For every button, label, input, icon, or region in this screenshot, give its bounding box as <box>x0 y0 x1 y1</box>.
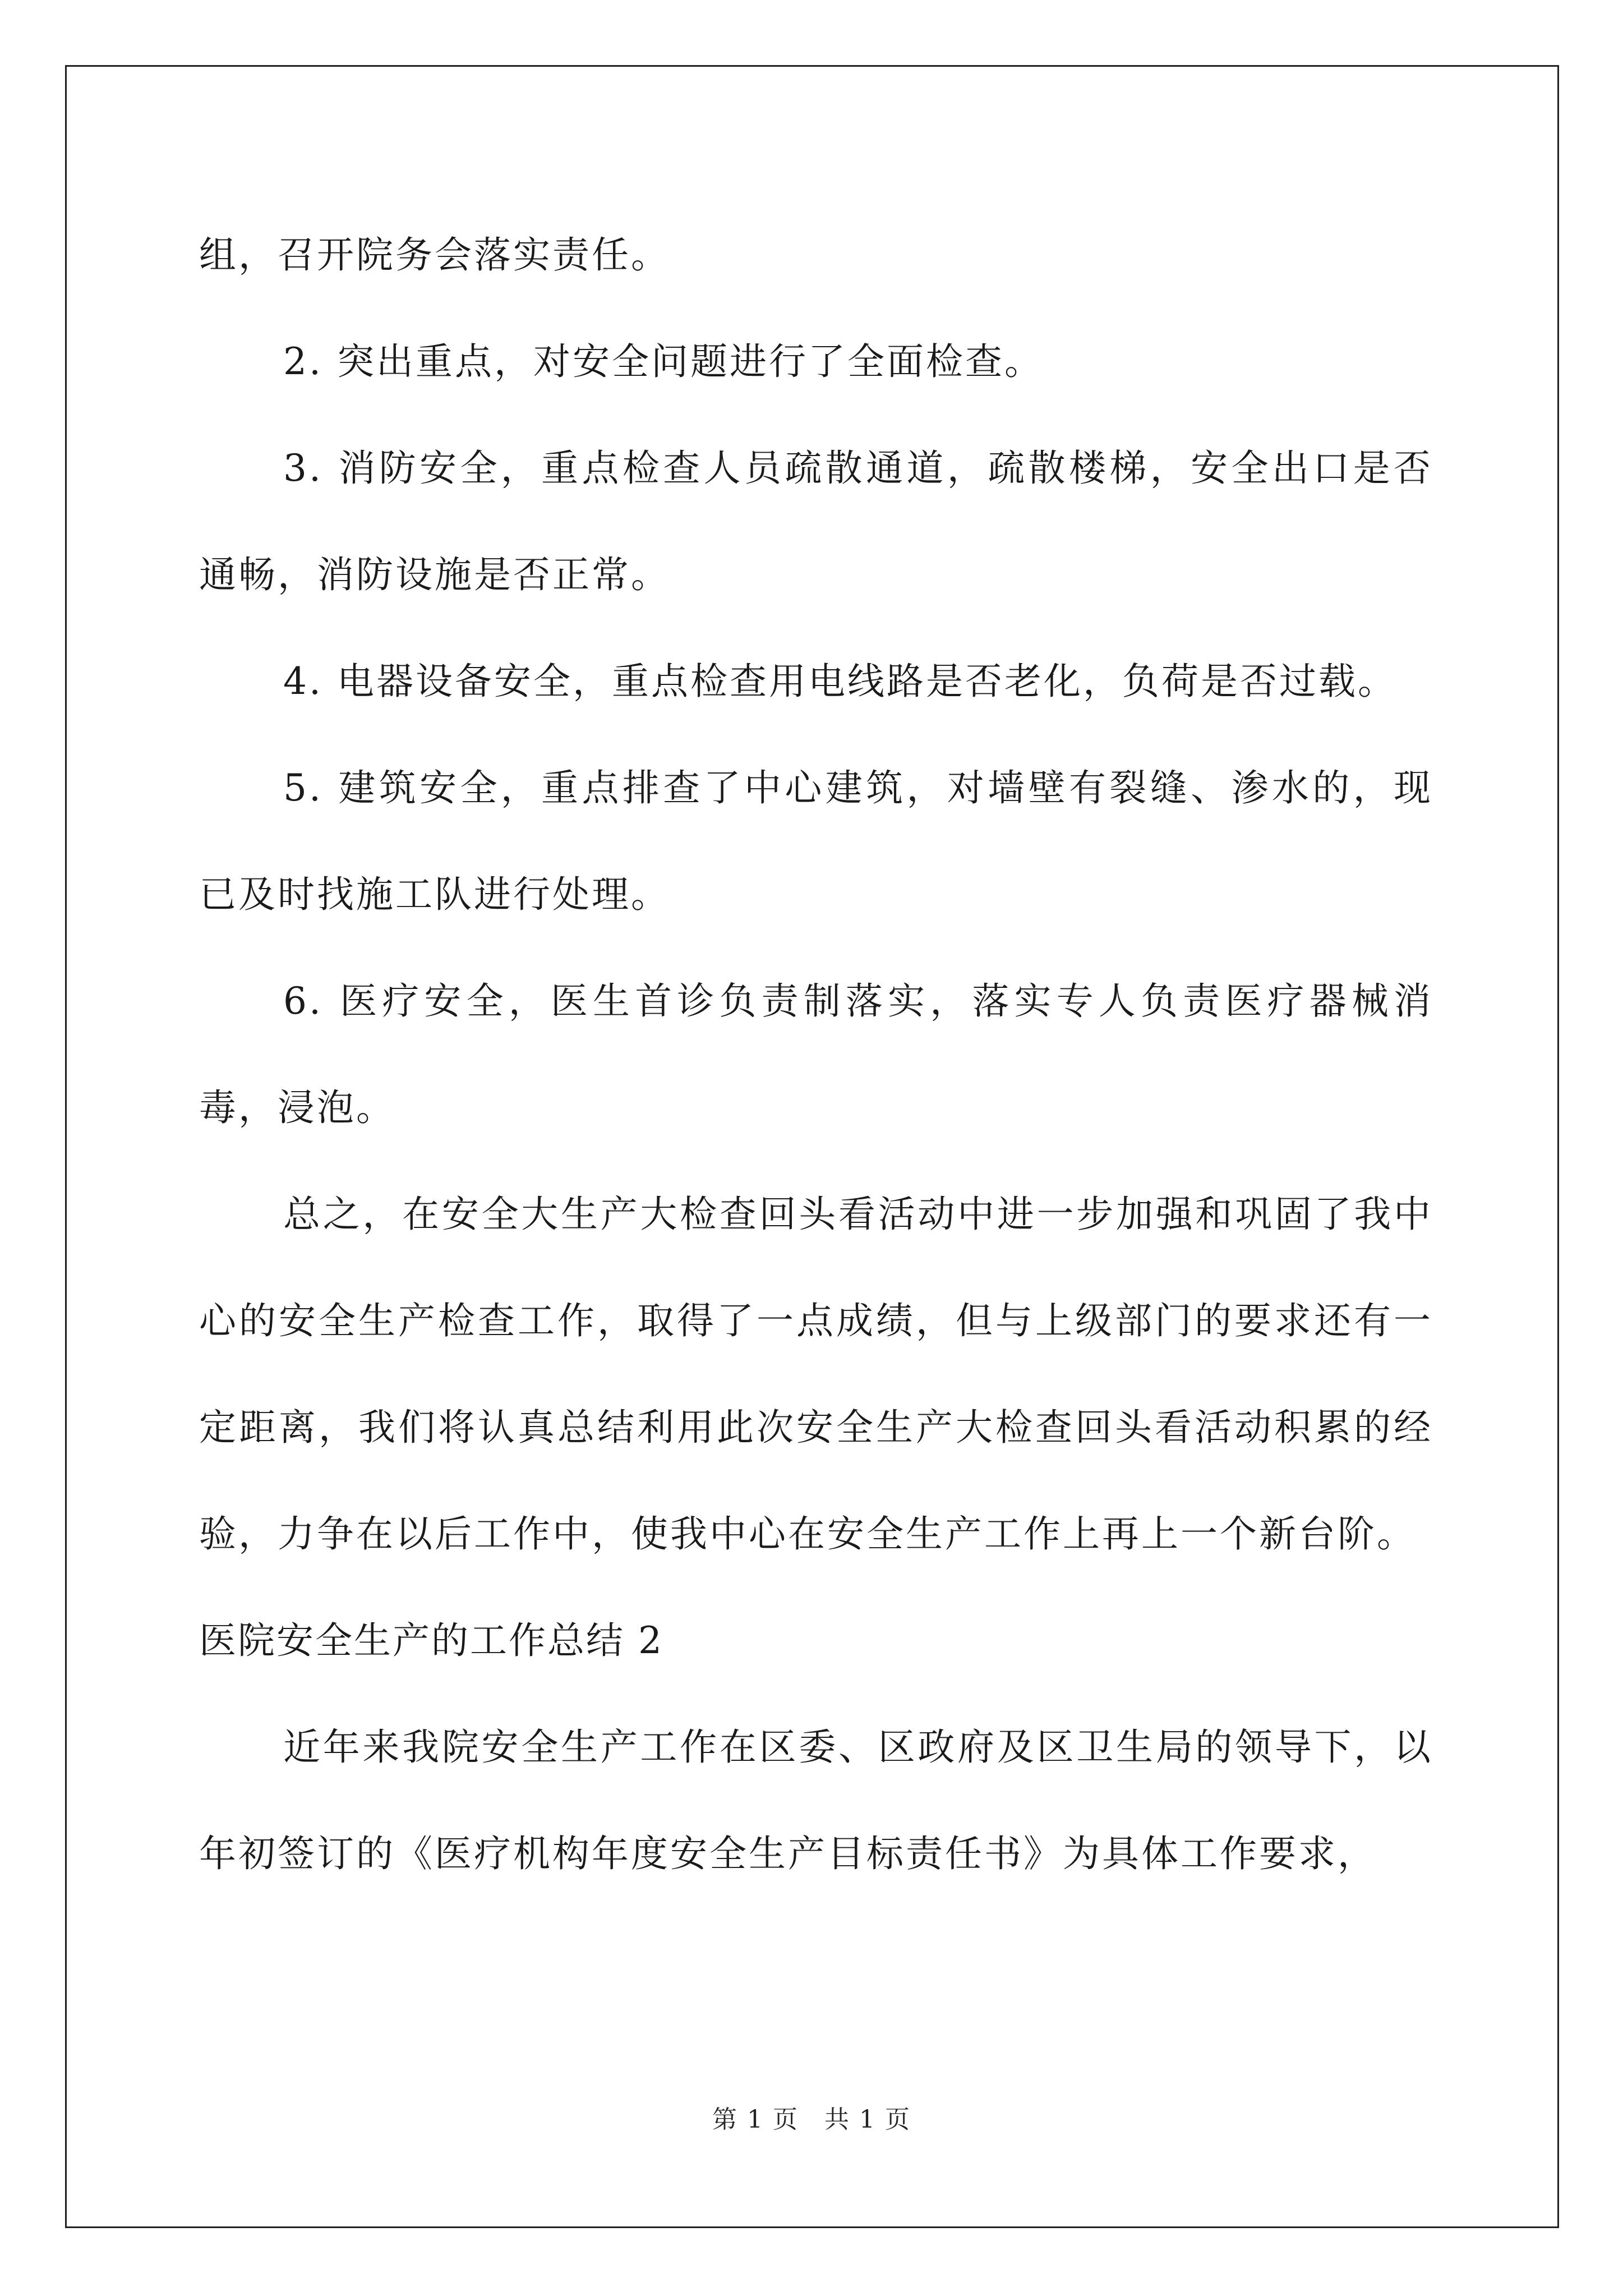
paragraph-5: 5. 建筑安全，重点排查了中心建筑，对墙壁有裂缝、渗水的，现已及时找施工队进行处理。 <box>199 766 1433 916</box>
paragraph-4: 4. 电器设备安全，重点检查用电线路是否老化，负荷是否过载。 <box>283 660 1397 703</box>
paragraph-6: 6. 医疗安全，医生首诊负责制落实，落实专人负责医疗器械消毒，浸泡。 <box>199 979 1433 1129</box>
paragraph-1: 组，召开院务会落实责任。 <box>199 233 670 277</box>
page-footer: 第 1 页 共 1 页 <box>712 2105 911 2134</box>
paragraph-8: 近年来我院安全生产工作在区委、区政府及区卫生局的领导下，以年初签订的《医疗机构年度安全生产目标责任书》为具体工作要求， <box>199 1726 1433 1875</box>
paragraph-3: 3. 消防安全，重点检查人员疏散通道，疏散楼梯，安全出口是否通畅，消防设施是否正常。 <box>199 447 1433 596</box>
document-body <box>199 202 1433 1907</box>
paragraph-2: 2. 突出重点，对安全问题进行了全面检查。 <box>283 340 1044 383</box>
paragraph-7: 总之，在安全大生产大检查回头看活动中进一步加强和巩固了我中心的安全生产检查工作，取得了一点成绩，但与上级部门的要求还有一定距离，我们将认真总结利用此次安全生产大检查回头看活动积累的经验，力争在以后工作中，使我中心在安全生产工作上再上一个新台阶。 <box>199 1193 1433 1556</box>
section-heading: 医院安全生产的工作总结 2 <box>199 1619 663 1662</box>
